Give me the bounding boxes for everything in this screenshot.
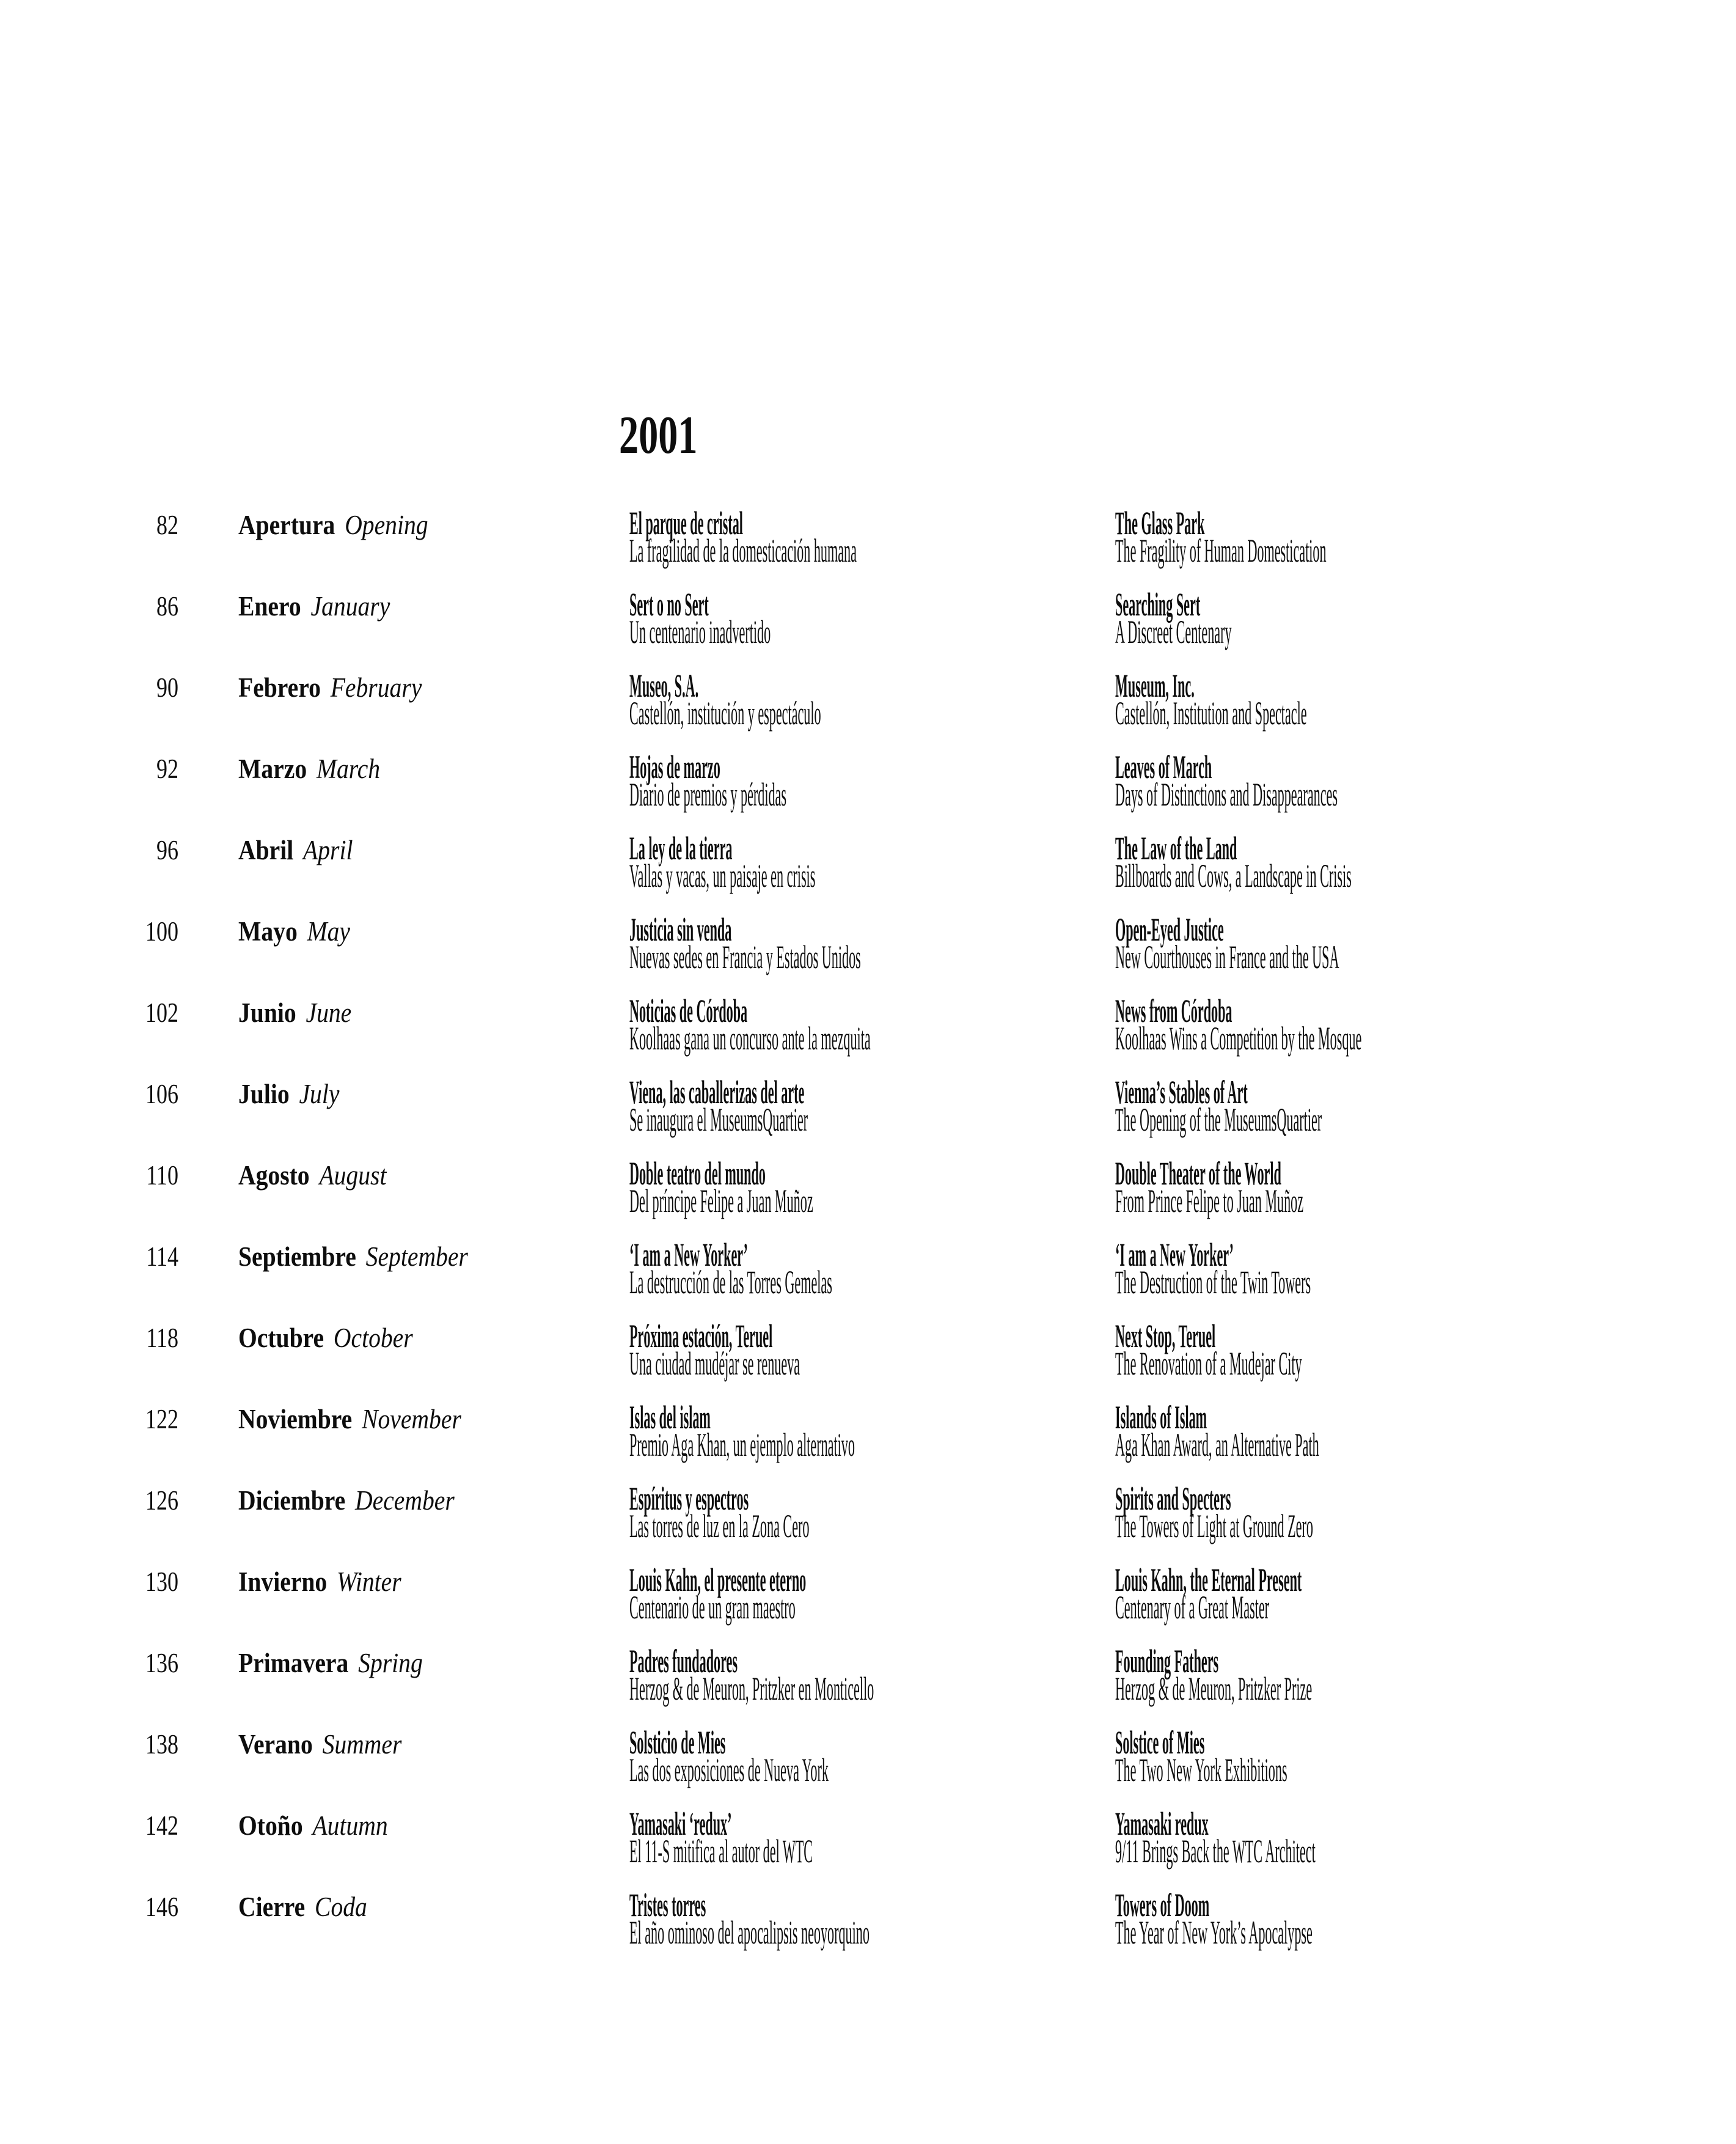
article-subtitle-english: A Discreet Centenary — [1115, 614, 1232, 650]
spanish-title-block — [629, 1480, 810, 1544]
month-name-english: Spring — [358, 1648, 423, 1678]
month-name-spanish: Mayo — [238, 916, 298, 947]
month-label — [238, 1081, 339, 1108]
article-title-spanish: Hojas de marzo — [629, 749, 720, 785]
month-name-english: Autumn — [312, 1810, 388, 1841]
month-name-spanish: Febrero — [238, 672, 321, 703]
page-number: 122 — [145, 1404, 178, 1434]
page-number: 96 — [156, 835, 178, 865]
english-title-block — [1115, 586, 1232, 650]
month-name-english: December — [355, 1485, 455, 1516]
article-subtitle-english: Billboards and Cows, a Landscape in Crisis — [1115, 857, 1352, 894]
article-subtitle-english: Herzog & de Meuron, Pritzker Prize — [1115, 1670, 1313, 1707]
page-number: 136 — [145, 1648, 178, 1678]
month-name-spanish: Septiembre — [238, 1241, 356, 1272]
month-label — [238, 1487, 455, 1514]
english-title-block — [1115, 667, 1307, 732]
spanish-title-block — [629, 1318, 800, 1382]
toc-row — [0, 667, 1736, 754]
article-title-spanish: El parque de cristal — [629, 505, 743, 542]
article-title-english: The Law of the Land — [1115, 830, 1237, 867]
article-subtitle-spanish: Koolhaas gana un concurso ante la mezquita — [629, 1020, 871, 1057]
spanish-title-block — [629, 1155, 813, 1219]
spanish-title-block — [629, 1399, 855, 1463]
article-subtitle-spanish: Las torres de luz en la Zona Cero — [629, 1508, 810, 1544]
english-title-block — [1115, 830, 1352, 894]
article-title-spanish: Islas del islam — [629, 1399, 711, 1436]
english-title-block — [1115, 749, 1338, 813]
article-title-spanish: Solsticio de Mies — [629, 1724, 726, 1761]
page-title: 2001 — [619, 406, 698, 465]
page-number: 90 — [156, 672, 178, 703]
article-subtitle-spanish: Diario de premios y pérdidas — [629, 776, 786, 813]
month-name-english: March — [316, 754, 381, 784]
month-label — [238, 1406, 461, 1433]
article-subtitle-spanish: Una ciudad mudéjar se renueva — [629, 1345, 800, 1382]
english-title-block — [1115, 1805, 1316, 1870]
english-title-block — [1115, 1724, 1287, 1788]
spanish-title-block — [629, 911, 861, 975]
article-title-english: Yamasaki redux — [1115, 1805, 1209, 1842]
article-title-spanish: Espíritus y espectros — [629, 1480, 749, 1517]
month-name-english: Opening — [345, 510, 428, 540]
english-title-block — [1115, 1480, 1313, 1544]
toc-row — [0, 1480, 1736, 1566]
spanish-title-block — [629, 1074, 808, 1138]
english-title-block — [1115, 1562, 1302, 1626]
article-subtitle-english: Centenary of a Great Master — [1115, 1589, 1270, 1626]
article-title-spanish: Tristes torres — [629, 1887, 706, 1923]
spanish-title-block — [629, 749, 786, 813]
article-title-spanish: Viena, las caballerizas del arte — [629, 1074, 805, 1111]
spanish-title-block — [629, 830, 816, 894]
article-subtitle-english: Koolhaas Wins a Competition by the Mosque — [1115, 1020, 1362, 1057]
month-name-spanish: Invierno — [238, 1566, 328, 1597]
article-title-spanish: Doble teatro del mundo — [629, 1155, 766, 1192]
spanish-title-block — [629, 993, 871, 1057]
spanish-title-block — [629, 586, 771, 650]
month-name-english: July — [299, 1079, 340, 1109]
article-subtitle-spanish: Un centenario inadvertido — [629, 614, 771, 650]
month-label — [238, 512, 428, 539]
month-label — [238, 1162, 386, 1189]
page-number: 92 — [156, 754, 178, 784]
article-subtitle-english: The Year of New York’s Apocalypse — [1115, 1914, 1313, 1951]
spanish-title-block — [629, 1643, 874, 1707]
article-title-english: Islands of Islam — [1115, 1399, 1207, 1436]
article-title-spanish: La ley de la tierra — [629, 830, 733, 867]
spanish-title-block — [629, 1562, 807, 1626]
article-title-english: Searching Sert — [1115, 586, 1201, 623]
article-title-english: Spirits and Specters — [1115, 1480, 1231, 1517]
article-subtitle-english: 9/11 Brings Back the WTC Architect — [1115, 1833, 1316, 1870]
month-name-english: May — [307, 916, 350, 947]
toc-row — [0, 911, 1736, 997]
article-subtitle-english: The Two New York Exhibitions — [1115, 1752, 1287, 1788]
article-title-english: Vienna’s Stables of Art — [1115, 1074, 1248, 1111]
article-subtitle-english: The Fragility of Human Domestication — [1115, 532, 1327, 569]
spanish-title-block — [629, 505, 857, 569]
month-name-spanish: Enero — [238, 591, 301, 622]
article-title-english: Solstice of Mies — [1115, 1724, 1205, 1761]
month-label — [238, 1812, 388, 1840]
toc-row — [0, 505, 1736, 591]
month-name-english: Coda — [315, 1892, 367, 1922]
article-subtitle-spanish: El 11-S mitifica al autor del WTC — [629, 1833, 813, 1870]
article-subtitle-english: Aga Khan Award, an Alternative Path — [1115, 1426, 1319, 1463]
article-subtitle-english: From Prince Felipe to Juan Muñoz — [1115, 1183, 1304, 1219]
month-name-english: November — [362, 1404, 461, 1434]
english-title-block — [1115, 505, 1327, 569]
english-title-block — [1115, 993, 1362, 1057]
english-title-block — [1115, 1643, 1313, 1707]
month-label — [238, 1731, 401, 1758]
article-subtitle-spanish: Nuevas sedes en Francia y Estados Unidos — [629, 939, 861, 975]
month-name-spanish: Cierre — [238, 1892, 306, 1922]
month-name-english: April — [303, 835, 353, 865]
toc-row — [0, 1643, 1736, 1729]
month-label — [238, 1893, 367, 1921]
article-title-english: Founding Fathers — [1115, 1643, 1219, 1680]
toc-row — [0, 1887, 1736, 1973]
month-label — [238, 674, 422, 702]
english-title-block — [1115, 1074, 1322, 1138]
page-number: 100 — [145, 916, 178, 947]
page-number: 82 — [156, 510, 178, 540]
page-number: 126 — [145, 1485, 178, 1516]
english-title-block — [1115, 1236, 1311, 1301]
month-name-spanish: Primavera — [238, 1648, 349, 1678]
toc-row — [0, 1318, 1736, 1404]
article-title-spanish: Próxima estación, Teruel — [629, 1318, 773, 1354]
month-label — [238, 1243, 468, 1271]
month-label — [238, 1650, 423, 1677]
article-title-english: The Glass Park — [1115, 505, 1205, 542]
month-name-spanish: Junio — [238, 997, 296, 1028]
article-subtitle-spanish: Premio Aga Khan, un ejemplo alternativo — [629, 1426, 855, 1463]
article-title-spanish: ‘I am a New Yorker’ — [629, 1236, 748, 1273]
spanish-title-block — [629, 1724, 829, 1788]
toc-row — [0, 586, 1736, 672]
english-title-block — [1115, 1155, 1304, 1219]
month-name-english: Summer — [322, 1729, 402, 1760]
page-number: 118 — [146, 1323, 178, 1353]
article-subtitle-spanish: El año ominoso del apocalipsis neoyorquino — [629, 1914, 870, 1951]
article-title-spanish: Yamasaki ‘redux’ — [629, 1805, 732, 1842]
toc-row — [0, 749, 1736, 835]
toc-row — [0, 830, 1736, 916]
article-title-spanish: Sert o no Sert — [629, 586, 709, 623]
article-title-english: News from Córdoba — [1115, 993, 1232, 1029]
page-number: 102 — [145, 997, 178, 1028]
article-subtitle-spanish: La destrucción de las Torres Gemelas — [629, 1264, 832, 1301]
toc-row — [0, 993, 1736, 1079]
month-label — [238, 999, 351, 1027]
spanish-title-block — [629, 1236, 832, 1301]
article-subtitle-english: The Destruction of the Twin Towers — [1115, 1264, 1311, 1301]
article-subtitle-english: The Renovation of a Mudejar City — [1115, 1345, 1302, 1382]
page-number: 138 — [145, 1729, 178, 1760]
article-title-english: Next Stop, Teruel — [1115, 1318, 1216, 1354]
article-subtitle-spanish: Herzog & de Meuron, Pritzker en Monticello — [629, 1670, 874, 1707]
article-subtitle-english: Castellón, Institution and Spectacle — [1115, 695, 1307, 732]
page-number: 114 — [146, 1241, 178, 1272]
article-subtitle-spanish: Se inaugura el MuseumsQuartier — [629, 1101, 808, 1138]
month-name-spanish: Noviembre — [238, 1404, 353, 1434]
article-subtitle-english: The Opening of the MuseumsQuartier — [1115, 1101, 1322, 1138]
article-title-english: Leaves of March — [1115, 749, 1212, 785]
page-number: 106 — [145, 1079, 178, 1109]
article-title-english: ‘I am a New Yorker’ — [1115, 1236, 1234, 1273]
month-label — [238, 593, 390, 620]
month-name-spanish: Verano — [238, 1729, 313, 1760]
month-name-english: February — [330, 672, 422, 703]
article-subtitle-spanish: Castellón, institución y espectáculo — [629, 695, 821, 732]
article-subtitle-english: The Towers of Light at Ground Zero — [1115, 1508, 1313, 1544]
article-title-spanish: Noticias de Córdoba — [629, 993, 748, 1029]
article-subtitle-spanish: Centenario de un gran maestro — [629, 1589, 796, 1626]
month-label — [238, 755, 380, 783]
page-number: 86 — [156, 591, 178, 622]
toc-row — [0, 1236, 1736, 1323]
article-subtitle-spanish: La fragilidad de la domesticación humana — [629, 532, 857, 569]
article-subtitle-spanish: Vallas y vacas, un paisaje en crisis — [629, 857, 816, 894]
spanish-title-block — [629, 1805, 813, 1870]
english-title-block — [1115, 911, 1339, 975]
article-title-english: Towers of Doom — [1115, 1887, 1210, 1923]
month-name-spanish: Apertura — [238, 510, 335, 540]
month-name-english: January — [310, 591, 390, 622]
month-label — [238, 1568, 401, 1596]
page-number: 146 — [145, 1892, 178, 1922]
toc-row — [0, 1562, 1736, 1648]
page-number: 110 — [146, 1160, 178, 1191]
month-name-spanish: Otoño — [238, 1810, 303, 1841]
month-name-english: Winter — [337, 1566, 401, 1597]
english-title-block — [1115, 1318, 1302, 1382]
article-subtitle-english: New Courthouses in France and the USA — [1115, 939, 1339, 975]
article-title-spanish: Padres fundadores — [629, 1643, 738, 1680]
month-label — [238, 1324, 413, 1352]
month-name-english: October — [333, 1323, 413, 1353]
toc-row — [0, 1399, 1736, 1485]
toc-row — [0, 1805, 1736, 1892]
article-title-spanish: Justicia sin venda — [629, 911, 732, 948]
article-title-english: Open-Eyed Justice — [1115, 911, 1224, 948]
page-number: 142 — [145, 1810, 178, 1841]
article-title-spanish: Louis Kahn, el presente eterno — [629, 1562, 807, 1598]
article-subtitle-spanish: Del príncipe Felipe a Juan Muñoz — [629, 1183, 813, 1219]
spanish-title-block — [629, 667, 821, 732]
month-name-spanish: Marzo — [238, 754, 307, 784]
month-name-spanish: Julio — [238, 1079, 290, 1109]
month-name-spanish: Octubre — [238, 1323, 324, 1353]
article-title-english: Double Theater of the World — [1115, 1155, 1281, 1192]
page-number: 130 — [145, 1566, 178, 1597]
month-name-english: June — [306, 997, 352, 1028]
english-title-block — [1115, 1887, 1313, 1951]
month-name-english: September — [365, 1241, 468, 1272]
month-name-english: August — [319, 1160, 387, 1191]
toc-row — [0, 1155, 1736, 1241]
spanish-title-block — [629, 1887, 870, 1951]
toc-row — [0, 1724, 1736, 1810]
article-subtitle-spanish: Las dos exposiciones de Nueva York — [629, 1752, 829, 1788]
month-label — [238, 837, 353, 864]
month-label — [238, 918, 350, 945]
article-subtitle-english: Days of Distinctions and Disappearances — [1115, 776, 1338, 813]
toc-row — [0, 1074, 1736, 1160]
article-title-english: Louis Kahn, the Eternal Present — [1115, 1562, 1302, 1598]
english-title-block — [1115, 1399, 1319, 1463]
month-name-spanish: Diciembre — [238, 1485, 346, 1516]
month-name-spanish: Agosto — [238, 1160, 310, 1191]
month-name-spanish: Abril — [238, 835, 294, 865]
article-title-english: Museum, Inc. — [1115, 667, 1195, 704]
article-title-spanish: Museo, S.A. — [629, 667, 699, 704]
